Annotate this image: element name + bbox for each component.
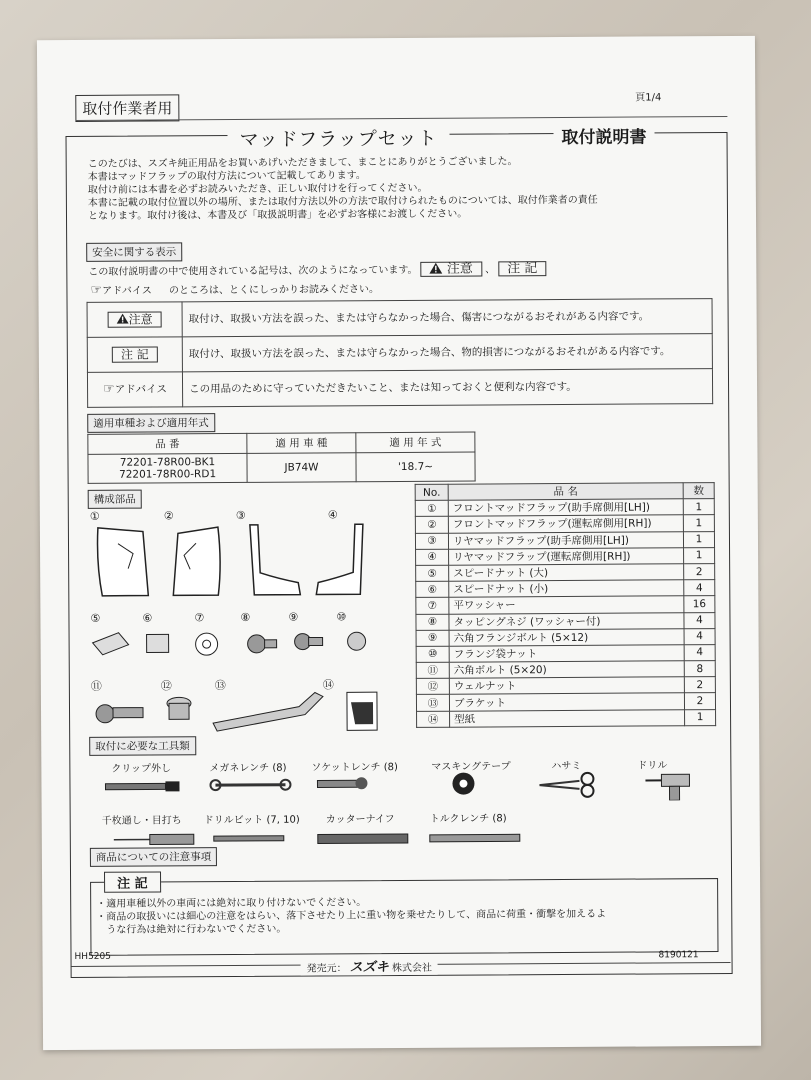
part-name-cell: スピードナット (大)	[449, 564, 684, 582]
safety-text: この取付説明書の中で使用されている記号は、次のようになっています。	[88, 264, 418, 278]
hardware-drawing	[89, 688, 409, 734]
component-mark: ⑪	[90, 679, 102, 693]
tool-label: トルクレンチ (8)	[429, 813, 507, 825]
table-row	[88, 432, 475, 454]
table-row	[415, 499, 714, 517]
seller-label: 発売元：	[306, 963, 347, 975]
component-mark: ⑨	[288, 610, 299, 624]
year-cell: '18.7~	[356, 452, 475, 482]
part-name-cell: ブラケット	[449, 693, 684, 711]
section-tag-applicable: 適用車種および適用年式	[87, 413, 215, 433]
advice-label: アドバイス	[102, 285, 152, 297]
section-tag-notes: 商品についての注意事項	[90, 847, 217, 867]
table-row	[416, 547, 715, 565]
table-row	[417, 709, 716, 727]
component-mark: ③	[235, 508, 246, 522]
safety-line1	[88, 261, 546, 279]
note-label: 注 記	[112, 346, 158, 362]
table-row	[416, 628, 715, 646]
product-title: マッドフラップセット	[227, 124, 449, 152]
notes-list	[96, 894, 710, 937]
safety-desc-cell: 取付け、取扱い方法を誤った、または守らなかった場合、傷害につながるおそれがある内容です。	[182, 299, 712, 337]
part-no-cell: ⑧	[416, 614, 449, 630]
intro-line: このたびは、スズキ純正用品をお買いあげいただきまして、まことにありがとうございました。	[87, 156, 518, 170]
part-qty-cell: 1	[683, 499, 714, 515]
part-name-cell: 平ワッシャー	[449, 596, 684, 614]
tool-label: ドリル	[637, 760, 668, 772]
component-mark: ⑤	[90, 611, 101, 625]
components-illustration	[88, 508, 409, 735]
part-name-cell: フランジ袋ナット	[449, 645, 684, 663]
tool-label: ソケットレンチ (8)	[311, 762, 398, 774]
table-row	[87, 369, 712, 408]
safety-desc-cell: 取付け、取扱い方法を誤った、または守らなかった場合、物的損害につながるおそれがある内容です。	[182, 334, 712, 372]
table-row	[416, 596, 715, 614]
table-row	[416, 612, 715, 630]
col-header-qty: 数	[683, 483, 714, 499]
intro-text	[88, 154, 718, 223]
component-mark: ①	[89, 509, 100, 523]
col-header: 適 用 車 種	[247, 433, 356, 454]
worker-label: 取付作業者用	[75, 94, 179, 122]
part-name-cell: スピードナット (小)	[449, 580, 684, 598]
table-row	[87, 334, 712, 373]
separator: 、	[485, 264, 496, 276]
component-mark: ⑫	[160, 679, 172, 693]
company-suffix: 株式会社	[391, 962, 433, 975]
instruction-sheet	[37, 36, 761, 1050]
section-tag-tools: 取付に必要な工具類	[89, 736, 196, 756]
table-row	[416, 661, 715, 679]
applicable-table	[87, 432, 475, 484]
warning-triangle-icon	[430, 263, 443, 274]
part-qty-cell: 1	[684, 547, 715, 563]
safety-desc-cell: この用品のために守っていただきたいこと、または知っておくと便利な内容です。	[182, 369, 712, 407]
parts-table-body	[415, 499, 715, 727]
pointing-hand-icon: ☞	[90, 282, 103, 298]
tool-label: クリップ外し	[111, 763, 172, 775]
part-name-cell: 六角フランジボルト (5×12)	[449, 628, 684, 646]
part-no-cell: ⑭	[417, 711, 450, 727]
part-no-cell: ⑦	[416, 598, 449, 614]
col-header-name: 品 名	[448, 483, 683, 501]
safety-table	[87, 298, 714, 408]
table-row	[415, 515, 714, 533]
component-mark: ⑦	[194, 611, 205, 625]
col-header-no: No.	[415, 484, 448, 500]
table-row	[87, 299, 712, 338]
seller	[301, 956, 439, 976]
note-symbol: 注 記	[498, 261, 546, 276]
part-no-cell: ③	[415, 533, 448, 549]
part-qty-cell: 2	[684, 677, 715, 693]
section-tag-safety: 安全に関する表示	[86, 242, 182, 262]
component-mark: ⑧	[240, 610, 251, 624]
safety-text-2: のところは、とくにしっかりお読みください。	[168, 284, 380, 297]
table-row	[416, 580, 715, 598]
table-row	[415, 531, 714, 549]
intro-line: 本書はマッドフラップの取付方法について記載してあります。	[87, 170, 366, 183]
part-name-cell: 六角ボルト (5×20)	[449, 661, 684, 679]
advice-label: アドバイス	[114, 383, 168, 396]
table-row	[416, 644, 715, 662]
warning-triangle-icon	[117, 314, 129, 324]
pointing-hand-icon: ☞	[103, 381, 115, 397]
component-mark: ⑥	[142, 611, 153, 625]
part-name-cell: 型紙	[450, 709, 685, 727]
part-name-cell: リヤマッドフラップ(助手席側用[LH])	[448, 531, 683, 549]
tools-row1-drawing	[89, 770, 719, 804]
fasteners-drawing	[88, 623, 388, 665]
safety-label-cell	[87, 302, 182, 338]
safety-label-cell	[87, 372, 182, 408]
safety-line2	[90, 282, 379, 298]
part-no-cell: ⑩	[416, 646, 449, 662]
component-mark: ⑬	[214, 679, 226, 693]
part-number: 72201-78R00-RD1	[119, 468, 217, 481]
table-row	[415, 483, 714, 501]
caution-label: 注意	[128, 312, 153, 327]
table-row	[416, 677, 715, 695]
tool-label: ハサミ	[551, 760, 582, 773]
part-qty-cell: 1	[683, 515, 714, 531]
part-name-cell: タッピングネジ (ワッシャー付)	[449, 612, 684, 630]
safety-label-cell	[87, 337, 182, 373]
table-row	[88, 452, 475, 483]
part-qty-cell: 4	[684, 628, 715, 644]
parts-table	[415, 482, 716, 728]
part-no-cell: ②	[415, 517, 448, 533]
table-row	[416, 564, 715, 582]
caution-label: 注意	[446, 261, 473, 277]
table-row	[416, 693, 715, 711]
code-right: 8190121	[658, 950, 699, 961]
col-header: 適 用 年 式	[356, 432, 475, 453]
mud-flaps-drawing	[88, 522, 388, 604]
part-number-cell	[88, 453, 247, 483]
tool-label: 千枚通し・目打ち	[101, 815, 182, 827]
doc-title: 取付説明書	[553, 122, 654, 148]
note-item: うな行為は絶対に行わないでください。	[96, 923, 287, 936]
part-no-cell: ⑥	[416, 581, 449, 597]
part-qty-cell: 8	[684, 661, 715, 677]
part-no-cell: ⑨	[416, 630, 449, 646]
tool-label: マスキングテープ	[431, 761, 511, 773]
section-tag-components: 構成部品	[88, 490, 142, 509]
intro-line: 本書に記載の取付位置以外の場所、または取付方法以外の方法で取付けられたものについては、取付作業者の責任	[87, 194, 598, 209]
intro-line: となります。取付け後は、本書及び「取扱説明書」を必ずお客様にお渡しください。	[87, 208, 468, 222]
brand-logo: スズキ	[349, 960, 389, 976]
model-cell: JB74W	[247, 453, 356, 483]
part-name-cell: フロントマッドフラップ(運転席側用[RH])	[448, 515, 683, 533]
component-mark: ⑭	[322, 678, 334, 692]
col-header: 品 番	[88, 433, 247, 454]
intro-line: 取付け前には本書を必ずお読みいただき、正しい取付けを行ってください。	[87, 182, 428, 196]
part-no-cell: ①	[415, 500, 448, 516]
part-name-cell: リヤマッドフラップ(運転席側用[RH])	[449, 548, 684, 566]
page-number: 頁1/4	[635, 92, 662, 104]
part-qty-cell: 4	[684, 644, 715, 660]
code-left: HH5205	[74, 951, 112, 962]
part-no-cell: ⑤	[416, 565, 449, 581]
caution-symbol	[421, 261, 482, 276]
tool-label: ドリルビット (7, 10)	[203, 814, 300, 827]
part-number: 72201-78R00-BK1	[119, 456, 216, 469]
part-no-cell: ⑫	[416, 678, 449, 694]
notes-label: 注 記	[104, 871, 161, 892]
part-no-cell: ④	[416, 549, 449, 565]
part-name-cell: フロントマッドフラップ(助手席側用[LH])	[448, 499, 683, 517]
part-qty-cell: 2	[684, 564, 715, 580]
part-qty-cell: 1	[685, 709, 716, 725]
part-no-cell: ⑪	[416, 662, 449, 678]
tool-label: メガネレンチ (8)	[209, 762, 287, 775]
part-qty-cell: 4	[684, 580, 715, 596]
part-qty-cell: 4	[684, 612, 715, 628]
note-item: ・商品の取扱いには細心の注意をはらい、落下させたり上に重い物を乗せたりして、商品に荷重・衝撃を加えるよ	[96, 908, 607, 923]
part-name-cell: ウェルナット	[449, 677, 684, 695]
note-item: ・適用車種以外の車両には絶対に取り付けないでください。	[96, 897, 367, 910]
part-qty-cell: 2	[684, 693, 715, 709]
component-mark: ④	[327, 508, 338, 522]
part-no-cell: ⑬	[416, 695, 449, 711]
part-qty-cell: 16	[684, 596, 715, 612]
tool-label: カッターナイフ	[325, 814, 395, 826]
component-mark: ②	[163, 509, 174, 523]
component-mark: ⑩	[336, 610, 347, 624]
part-qty-cell: 1	[683, 531, 714, 547]
